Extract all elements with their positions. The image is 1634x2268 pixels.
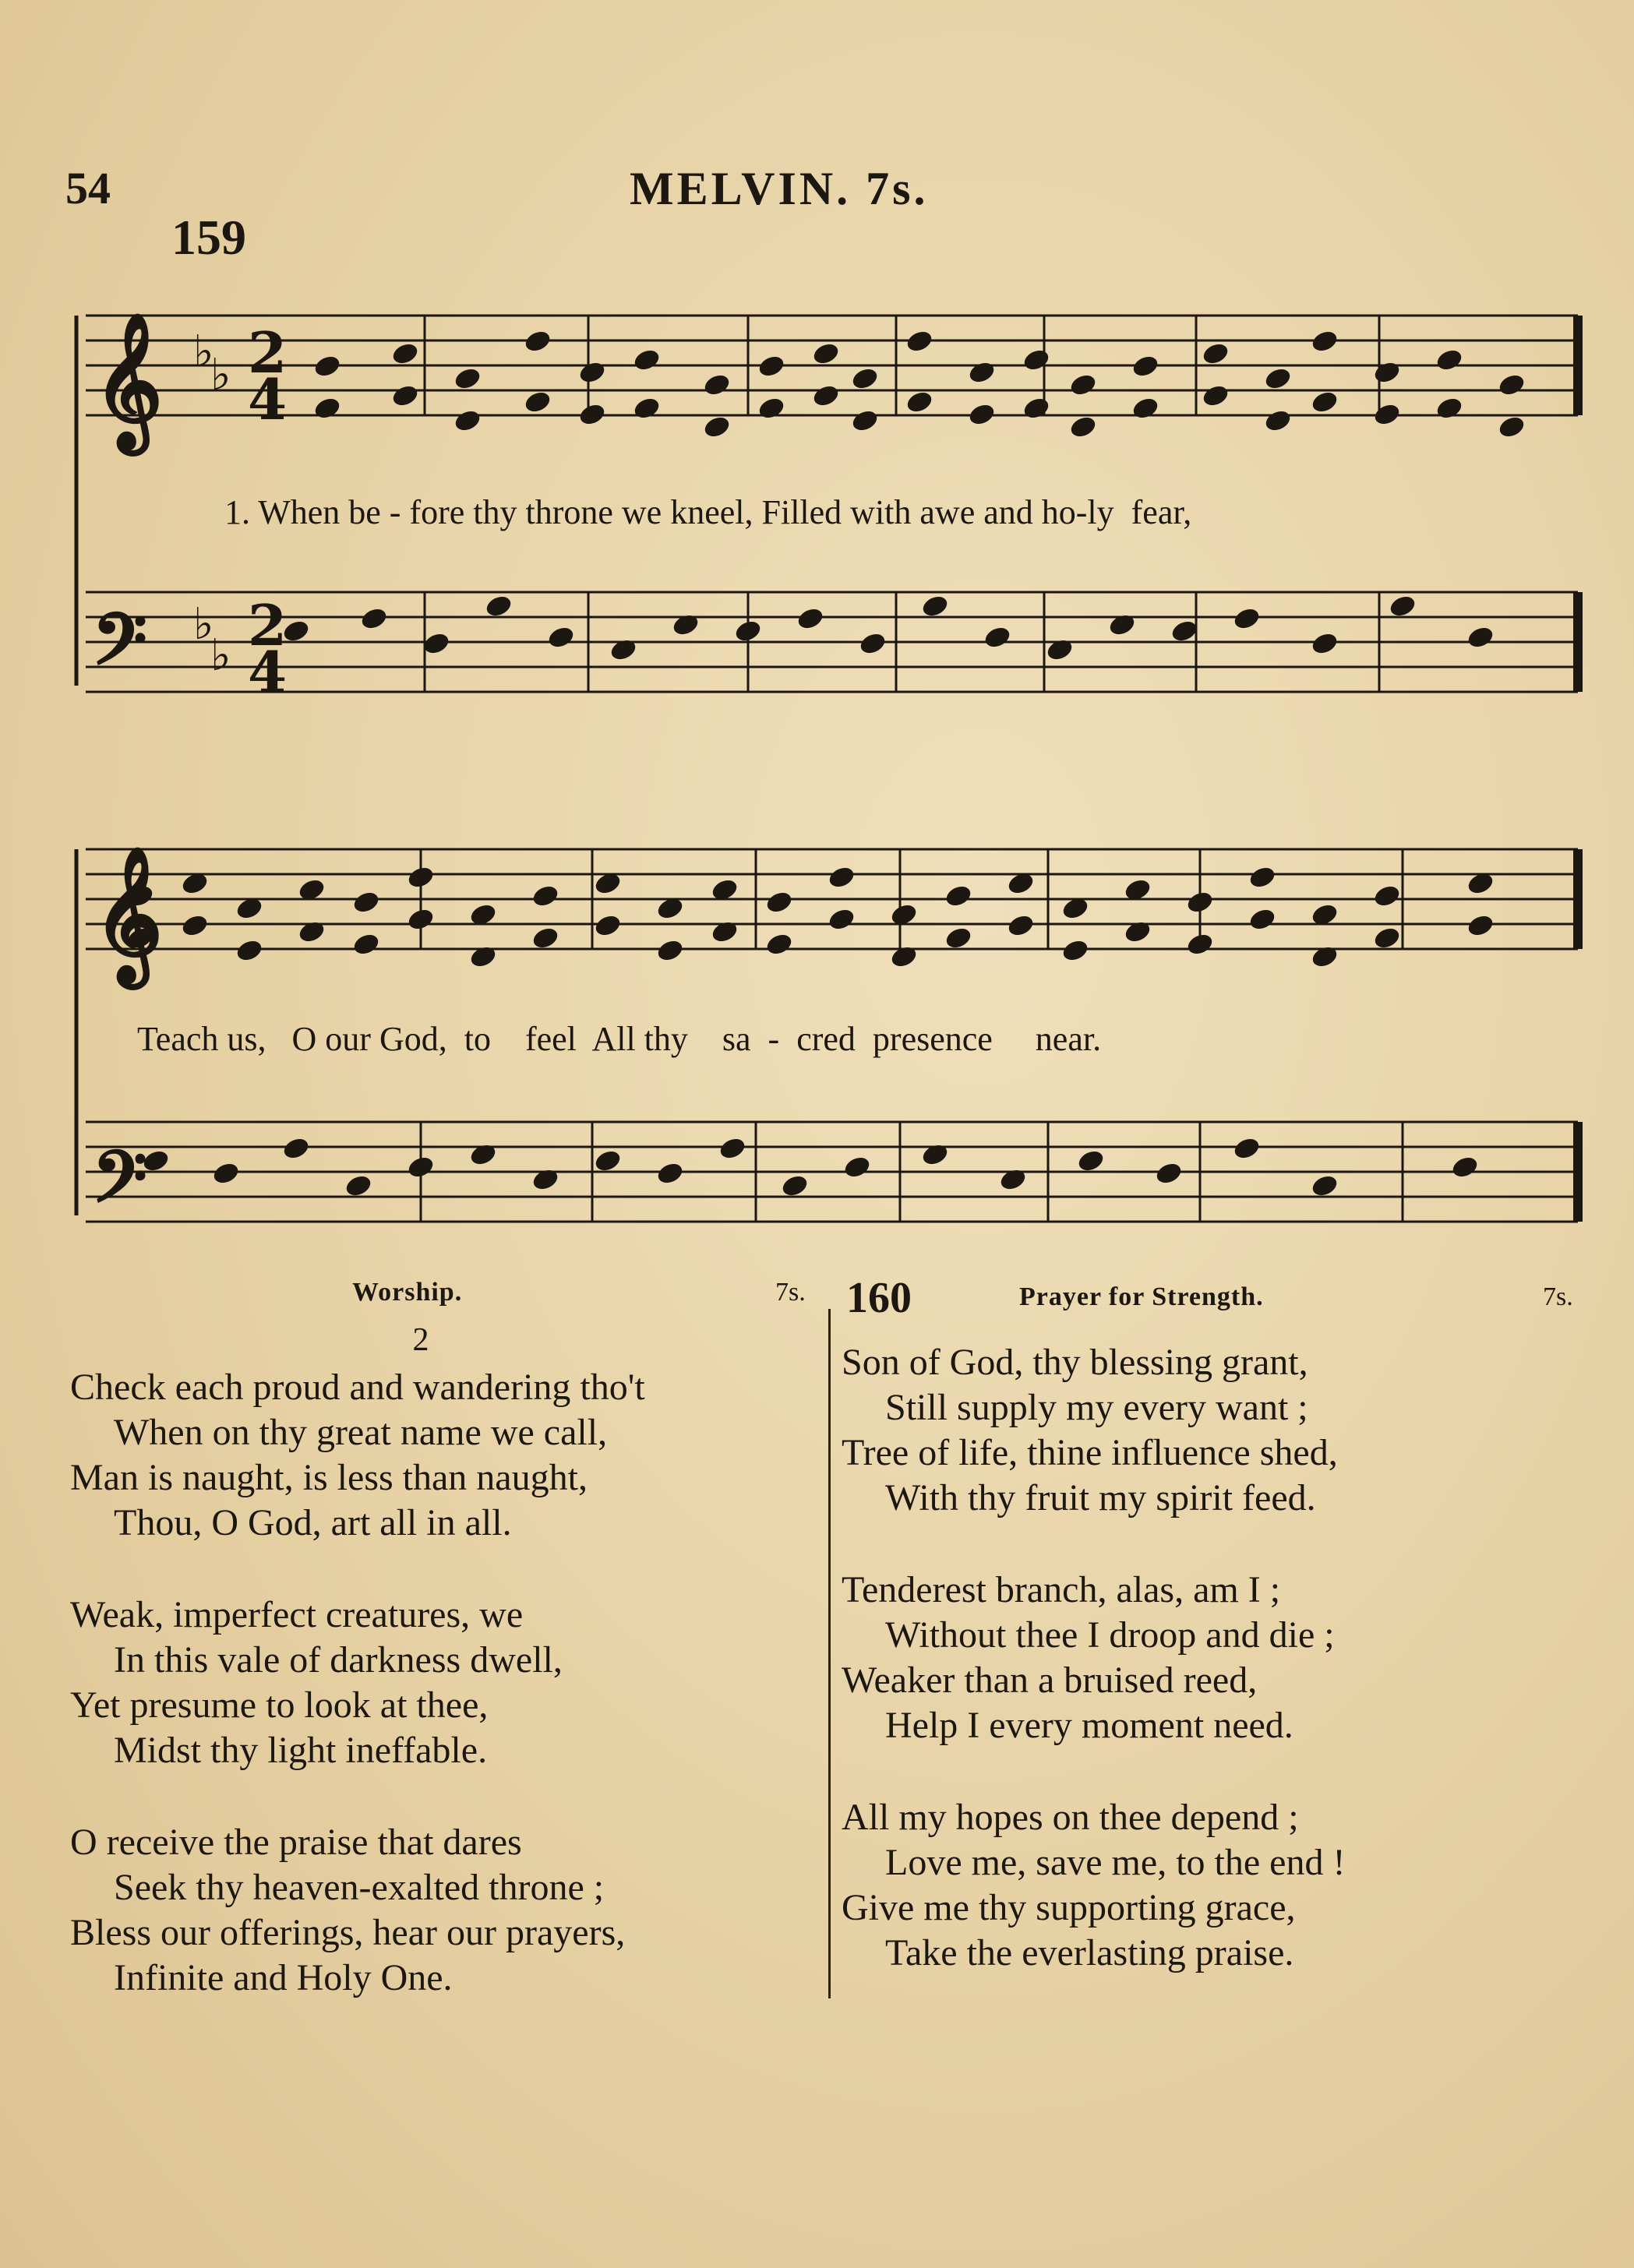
note-head xyxy=(211,1160,241,1186)
note-head xyxy=(593,912,623,938)
note-head xyxy=(757,395,786,421)
note-head xyxy=(1107,612,1137,637)
note-head xyxy=(1372,925,1402,951)
verse-number: 2 xyxy=(412,1322,429,1358)
note-head xyxy=(827,864,856,890)
note-head xyxy=(905,328,934,354)
hymn-159-line: Thou, O God, art all in all. xyxy=(114,1502,512,1543)
note-head xyxy=(523,389,552,414)
note-head xyxy=(850,407,880,433)
hymn-160-header xyxy=(842,1274,1605,1340)
note-head xyxy=(1045,637,1075,662)
note-head xyxy=(967,359,997,385)
note-head xyxy=(1388,593,1417,619)
hymn-159-line: Midst thy light ineffable. xyxy=(114,1730,488,1771)
note-head xyxy=(702,372,732,397)
note-head xyxy=(1310,389,1339,414)
hymn-160-stanza xyxy=(842,1568,1605,1748)
note-head xyxy=(1154,1160,1184,1186)
note-head xyxy=(1131,395,1160,421)
hymn-160-line: Give me thy supporting grace, xyxy=(842,1887,1296,1928)
hymn-159-line: Weak, imperfect creatures, we xyxy=(70,1594,524,1635)
note-head xyxy=(889,944,919,969)
note-head xyxy=(1006,912,1036,938)
note-head xyxy=(655,1160,685,1186)
note-head xyxy=(764,931,794,957)
note-head xyxy=(983,624,1012,650)
note-head xyxy=(1248,864,1277,890)
flat-1: ♭ xyxy=(193,326,214,377)
note-head xyxy=(1061,937,1090,963)
note-head xyxy=(351,931,381,957)
note-head xyxy=(655,937,685,963)
hymn-159-line: When on thy great name we call, xyxy=(114,1412,608,1453)
hymn-160-line: Tenderest branch, alas, am I ; xyxy=(842,1569,1281,1610)
note-head xyxy=(1310,944,1339,969)
hymn-159-line: O receive the praise that dares xyxy=(70,1822,522,1863)
hymn-160-line: With thy fruit my spirit feed. xyxy=(885,1477,1316,1518)
note-head xyxy=(1068,414,1098,439)
note-head xyxy=(297,919,326,944)
note-head xyxy=(1263,407,1293,433)
note-head xyxy=(344,1173,373,1198)
hymn-159-line: In this vale of darkness dwell, xyxy=(114,1639,563,1681)
note-head xyxy=(468,944,498,969)
hymn-160-line: Help I every moment need. xyxy=(885,1705,1293,1746)
note-head xyxy=(1310,328,1339,354)
hymn-160-title: Prayer for Strength. xyxy=(1019,1282,1264,1311)
note-head xyxy=(577,359,607,385)
hymn-159-title: Worship. xyxy=(352,1278,463,1307)
hymn-160-line: Love me, save me, to the end ! xyxy=(885,1842,1346,1883)
note-head xyxy=(180,912,210,938)
note-head xyxy=(702,414,732,439)
note-head xyxy=(422,630,451,656)
note-head xyxy=(1201,383,1230,408)
note-head xyxy=(1310,1173,1339,1198)
note-head xyxy=(1435,347,1464,372)
hymn-159-text xyxy=(70,1278,818,2048)
note-head xyxy=(577,401,607,427)
hymn-160-line: All my hopes on thee depend ; xyxy=(842,1797,1299,1838)
bass-clef-2: 𝄢 xyxy=(92,1135,147,1236)
note-head xyxy=(764,889,794,915)
note-head xyxy=(1497,414,1526,439)
note-head xyxy=(390,340,420,366)
hymn-160-line: Tree of life, thine influence shed, xyxy=(842,1432,1338,1473)
hymn-159-line: Check each proud and wandering tho't xyxy=(70,1367,645,1408)
note-head xyxy=(1263,365,1293,391)
note-head xyxy=(858,630,888,656)
note-head xyxy=(1232,605,1262,631)
note-head xyxy=(1435,395,1464,421)
note-head xyxy=(453,407,482,433)
hymn-160-line: Weaker than a bruised reed, xyxy=(842,1660,1258,1701)
note-head xyxy=(842,1154,872,1180)
hymn-159-header xyxy=(70,1278,818,1321)
note-head xyxy=(757,353,786,379)
note-head xyxy=(351,889,381,915)
note-head xyxy=(531,883,560,908)
note-head xyxy=(1068,372,1098,397)
time-sig-bass-bottom: 4 xyxy=(248,639,288,705)
note-head xyxy=(998,1166,1028,1192)
note-head xyxy=(1497,372,1526,397)
note-head xyxy=(1310,630,1339,656)
note-head xyxy=(920,1141,950,1167)
note-head xyxy=(920,593,950,619)
hymn-160-line: Still supply my every want ; xyxy=(885,1387,1308,1428)
hymn-159-stanza xyxy=(70,1593,818,1773)
note-head xyxy=(1466,624,1495,650)
tune-meter: 7s. xyxy=(866,163,929,214)
note-head xyxy=(632,395,662,421)
note-head xyxy=(1466,912,1495,938)
hymn-159-line: Infinite and Holy One. xyxy=(114,1957,453,1998)
treble-clef-1: 𝄞 xyxy=(94,312,163,449)
note-head xyxy=(609,637,638,662)
note-head xyxy=(1022,347,1051,372)
staff-bass-2 xyxy=(86,1122,1578,1222)
hymn-160 xyxy=(842,1274,1605,2023)
bass-clef-1: 𝄢 xyxy=(92,598,147,698)
lyrics-line-1: 1. When be - fore thy throne we kneel, Filled with awe and ho-ly fear, xyxy=(224,493,1192,531)
note-head xyxy=(944,883,973,908)
note-head xyxy=(811,383,841,408)
hymn-159-line: Man is naught, is less than naught, xyxy=(70,1457,588,1498)
hymn-160-meter: 7s. xyxy=(1543,1282,1573,1311)
lyrics-line-2: Teach us, O our God, to feel All thy sa - cred presence near. xyxy=(137,1020,1102,1058)
note-head xyxy=(1170,618,1199,644)
note-head xyxy=(780,1173,810,1198)
note-head xyxy=(1248,906,1277,932)
note-head xyxy=(827,906,856,932)
time-sig-treble-top: 2 xyxy=(248,319,288,386)
note-head xyxy=(1372,401,1402,427)
treble-clef-2: 𝄞 xyxy=(94,845,163,982)
staff-bass-1 xyxy=(86,592,1578,692)
note-head xyxy=(1372,883,1402,908)
note-head xyxy=(944,925,973,951)
column-divider xyxy=(828,1309,831,1998)
hymn-159-stanza xyxy=(70,1365,818,1546)
note-head xyxy=(281,1135,311,1161)
note-head xyxy=(312,395,342,421)
flat-3: ♭ xyxy=(193,598,214,650)
hymn-number-159: 159 xyxy=(171,210,246,265)
note-head xyxy=(531,925,560,951)
note-head xyxy=(1450,1154,1480,1180)
note-head xyxy=(1201,340,1230,366)
note-head xyxy=(235,937,264,963)
hymn-159-line: Yet presume to look at thee, xyxy=(70,1684,489,1726)
hymn-160-number: 160 xyxy=(846,1274,912,1322)
note-head xyxy=(312,353,342,379)
page-number: 54 xyxy=(65,163,111,213)
hymn-159-line: Seek thy heaven-exalted throne ; xyxy=(114,1867,605,1908)
note-head xyxy=(850,365,880,391)
hymn-159-stanza xyxy=(70,1820,818,2001)
note-head xyxy=(531,1166,560,1192)
note-head xyxy=(1022,395,1051,421)
note-head xyxy=(390,383,420,408)
hymn-159-meter: 7s. xyxy=(775,1278,806,1307)
note-head xyxy=(710,919,739,944)
note-head xyxy=(811,340,841,366)
hymn-160-stanza xyxy=(842,1795,1605,1976)
hymn-160-stanza xyxy=(842,1340,1605,1521)
hymn-159-stanzas xyxy=(70,1365,818,2001)
note-head xyxy=(453,365,482,391)
note-head xyxy=(1076,1148,1106,1173)
hymn-160-line: Without thee I droop and die ; xyxy=(885,1614,1335,1656)
note-head xyxy=(718,1135,747,1161)
note-head xyxy=(967,401,997,427)
note-head xyxy=(1123,919,1152,944)
note-head xyxy=(593,1148,623,1173)
hymn-160-line: Take the everlasting praise. xyxy=(885,1932,1294,1973)
tune-name: MELVIN. xyxy=(630,163,852,214)
note-head xyxy=(796,605,825,631)
note-head xyxy=(484,593,513,619)
note-head xyxy=(1372,359,1402,385)
time-sig-bass-top: 2 xyxy=(248,592,288,658)
note-head xyxy=(632,347,662,372)
note-head xyxy=(468,1141,498,1167)
note-head xyxy=(671,612,701,637)
time-sig-treble-bottom: 4 xyxy=(248,366,288,432)
hymn-160-stanzas xyxy=(842,1340,1605,1976)
note-head xyxy=(905,389,934,414)
note-head xyxy=(523,328,552,354)
note-head xyxy=(546,624,576,650)
flat-2: ♭ xyxy=(210,349,231,400)
note-head xyxy=(1232,1135,1262,1161)
hymn-160-line: Son of God, thy blessing grant, xyxy=(842,1342,1308,1383)
hymn-159-line: Bless our offerings, hear our prayers, xyxy=(70,1912,626,1953)
flat-4: ♭ xyxy=(210,630,231,681)
note-head xyxy=(359,605,389,631)
note-head xyxy=(1131,353,1160,379)
